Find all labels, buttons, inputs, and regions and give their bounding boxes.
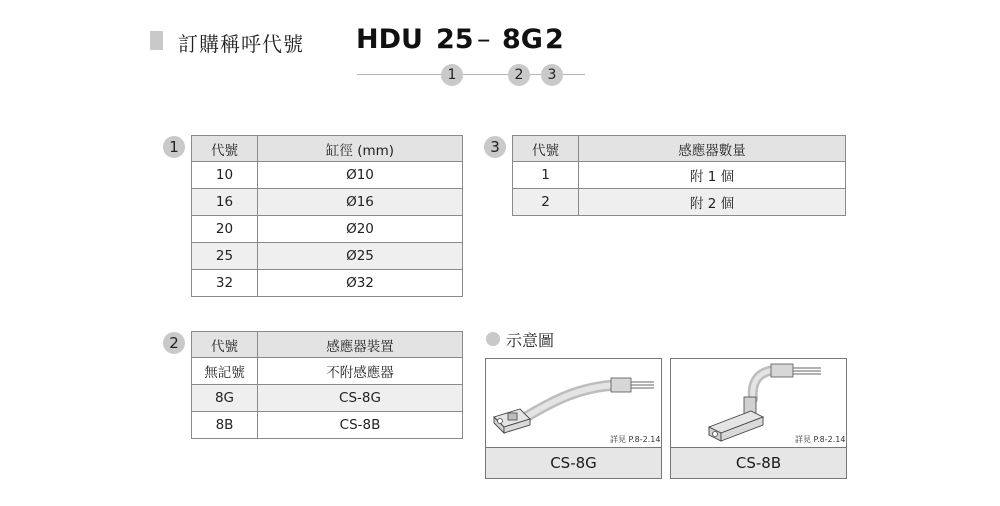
table-row xyxy=(192,243,463,270)
table-row xyxy=(192,216,463,243)
column-header-sensor: 感應器裝置 xyxy=(258,332,463,358)
table-row xyxy=(192,162,463,189)
table-header-row xyxy=(513,136,846,162)
detail-reference-note: 詳見 P.8-2.14 xyxy=(795,435,846,444)
table-row xyxy=(513,162,846,189)
model-code-dash: – xyxy=(477,24,491,55)
cell-code: 2 xyxy=(513,189,579,216)
cell-code: 8G xyxy=(192,385,258,412)
column-header-code: 代號 xyxy=(513,136,579,162)
column-header-code: 代號 xyxy=(192,136,258,162)
table3-number-badge: 3 xyxy=(484,136,506,158)
cell-bore: Ø16 xyxy=(258,189,463,216)
cell-code: 16 xyxy=(192,189,258,216)
model-code-sensor: 8G xyxy=(502,24,543,55)
cell-code: 10 xyxy=(192,162,258,189)
table-row xyxy=(192,412,463,439)
table-header-row xyxy=(192,136,463,162)
cell-sensor: CS-8B xyxy=(258,412,463,439)
cell-sensor: CS-8G xyxy=(258,385,463,412)
cell-code: 20 xyxy=(192,216,258,243)
table-row xyxy=(192,189,463,216)
cell-bore: Ø32 xyxy=(258,270,463,297)
table2-number-badge: 2 xyxy=(163,332,185,354)
table-row xyxy=(513,189,846,216)
code-marker-3: 3 xyxy=(541,64,563,86)
bore-size-table xyxy=(191,135,463,297)
code-marker-2: 2 xyxy=(508,64,530,86)
cell-code: 無記號 xyxy=(192,358,258,385)
page-title: 訂購稱呼代號 xyxy=(178,32,304,56)
diagram-caption: CS-8G xyxy=(486,447,661,478)
cell-bore: Ø10 xyxy=(258,162,463,189)
model-code-bore: 25 xyxy=(436,24,474,55)
cell-bore: Ø20 xyxy=(258,216,463,243)
diagram-cs-8g xyxy=(485,358,662,479)
sensor-device-table xyxy=(191,331,463,439)
column-header-code: 代號 xyxy=(192,332,258,358)
model-code-series: HDU xyxy=(356,24,423,55)
cell-bore: Ø25 xyxy=(258,243,463,270)
section-marker xyxy=(150,31,163,50)
cell-code: 32 xyxy=(192,270,258,297)
cell-quantity: 附 2 個 xyxy=(579,189,846,216)
cell-code: 25 xyxy=(192,243,258,270)
model-code-quantity: 2 xyxy=(545,24,564,55)
cell-sensor: 不附感應器 xyxy=(258,358,463,385)
column-header-bore: 缸徑 (mm) xyxy=(258,136,463,162)
table-row xyxy=(192,270,463,297)
legend-label: 示意圖 xyxy=(506,331,555,350)
sensor-quantity-table xyxy=(512,135,846,216)
column-header-quantity: 感應器數量 xyxy=(579,136,846,162)
table-row xyxy=(192,385,463,412)
table-header-row xyxy=(192,332,463,358)
cell-code: 1 xyxy=(513,162,579,189)
detail-reference-note: 詳見 P.8-2.14 xyxy=(610,435,661,444)
code-marker-1: 1 xyxy=(441,64,463,86)
cell-quantity: 附 1 個 xyxy=(579,162,846,189)
legend-bullet xyxy=(486,332,500,346)
table1-number-badge: 1 xyxy=(163,136,185,158)
diagram-caption: CS-8B xyxy=(671,447,846,478)
diagram-cs-8b xyxy=(670,358,847,479)
cell-code: 8B xyxy=(192,412,258,439)
table-row xyxy=(192,358,463,385)
